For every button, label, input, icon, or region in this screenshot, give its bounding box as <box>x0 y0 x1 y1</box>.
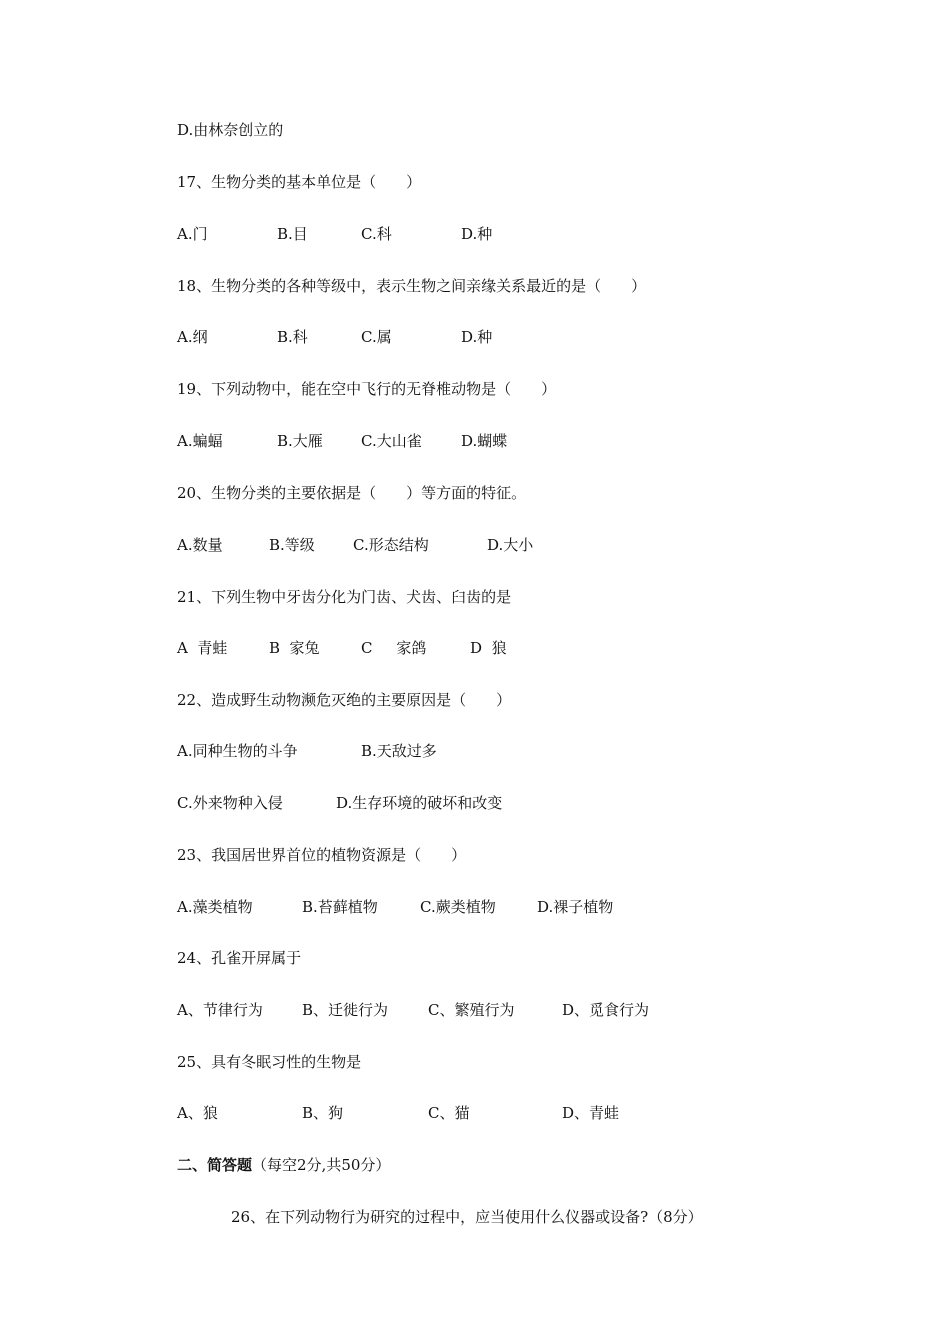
q17-option-d: D.种 <box>461 225 493 243</box>
q22-option-c: C.外来物种入侵 <box>177 794 283 812</box>
question-24: 24、孔雀开屏属于 <box>177 949 302 967</box>
q19-option-d: D.蝴蝶 <box>461 432 508 450</box>
question-20: 20、生物分类的主要依据是（ ）等方面的特征。 <box>177 484 527 502</box>
q24-option-c: C、繁殖行为 <box>428 1001 515 1019</box>
q18-option-a: A.纲 <box>177 328 208 346</box>
question-23: 23、我国居世界首位的植物资源是（ ） <box>177 846 467 864</box>
q24-option-d: D、觅食行为 <box>562 1001 650 1019</box>
q17-option-b: B.目 <box>277 225 308 243</box>
question-18: 18、生物分类的各种等级中，表示生物之间亲缘关系最近的是（ ） <box>177 277 647 295</box>
question-17: 17、生物分类的基本单位是（ ） <box>177 173 422 191</box>
q25-option-b: B、狗 <box>302 1104 344 1122</box>
q17-option-a: A.门 <box>177 225 208 243</box>
question-25: 25、具有冬眠习性的生物是 <box>177 1053 362 1071</box>
section-2-note: （每空2分,共50分） <box>252 1156 391 1174</box>
q23-option-a: A.藻类植物 <box>177 898 253 916</box>
q22-option-d: D.生存环境的破坏和改变 <box>336 794 503 812</box>
q25-option-a: A、狼 <box>177 1104 218 1122</box>
q19-option-a: A.蝙蝠 <box>177 432 223 450</box>
question-26: 26、在下列动物行为研究的过程中，应当使用什么仪器或设备?（8分） <box>231 1208 703 1226</box>
q24-option-a: A、节律行为 <box>177 1001 263 1019</box>
q25-option-d: D、青蛙 <box>562 1104 620 1122</box>
q21-option-d: D 狼 <box>470 639 507 657</box>
q20-option-c: C.形态结构 <box>353 536 429 554</box>
q24-option-b: B、迁徙行为 <box>302 1001 389 1019</box>
q19-option-c: C.大山雀 <box>361 432 422 450</box>
q21-option-b: B 家兔 <box>269 639 320 657</box>
q20-option-d: D.大小 <box>487 536 534 554</box>
question-22: 22、造成野生动物濒危灭绝的主要原因是（ ） <box>177 691 512 709</box>
section-2-heading <box>177 1155 390 1175</box>
q23-option-c: C.蕨类植物 <box>420 898 496 916</box>
q23-option-d: D.裸子植物 <box>537 898 614 916</box>
q18-option-c: C.属 <box>361 328 392 346</box>
q19-option-b: B.大雁 <box>277 432 323 450</box>
question-19: 19、下列动物中，能在空中飞行的无脊椎动物是（ ） <box>177 380 557 398</box>
q23-option-b: B.苔藓植物 <box>302 898 378 916</box>
q22-option-a: A.同种生物的斗争 <box>177 742 298 760</box>
q20-option-a: A.数量 <box>177 536 223 554</box>
q18-option-b: B.科 <box>277 328 308 346</box>
q17-option-c: C.科 <box>361 225 392 243</box>
q18-option-d: D.种 <box>461 328 493 346</box>
q21-option-a: A 青蛙 <box>177 639 228 657</box>
q22-option-b: B.天敌过多 <box>361 742 437 760</box>
q16-option-d: D.由林奈创立的 <box>177 121 284 139</box>
q25-option-c: C、猫 <box>428 1104 470 1122</box>
question-21: 21、下列生物中牙齿分化为门齿、犬齿、臼齿的是 <box>177 588 512 606</box>
section-2-title: 二、简答题 <box>177 1156 253 1174</box>
q21-option-c: C 家鸽 <box>361 639 427 657</box>
q20-option-b: B.等级 <box>269 536 315 554</box>
